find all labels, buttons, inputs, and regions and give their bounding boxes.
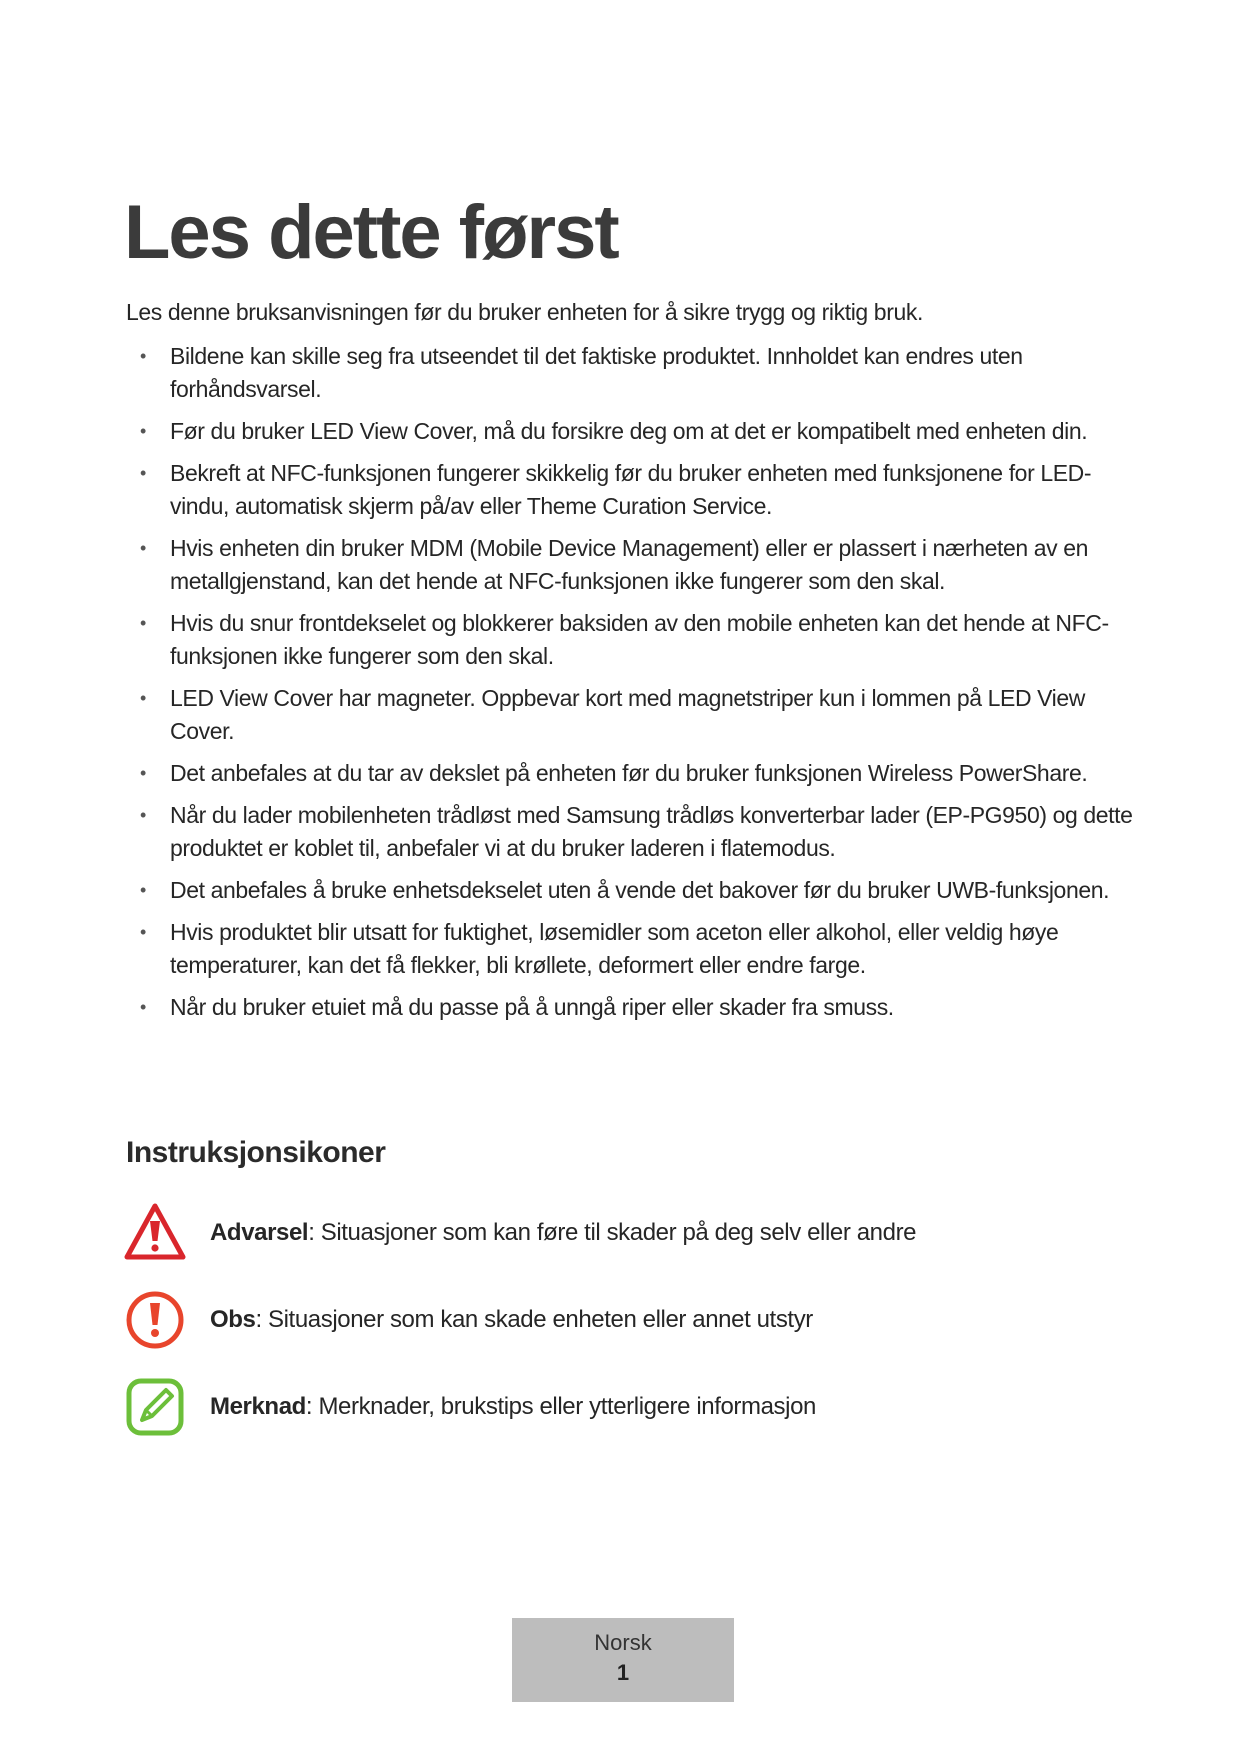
icon-row-text: [210, 1306, 813, 1334]
icon-description: : Situasjoner som kan føre til skader på deg selv eller andre: [308, 1219, 917, 1246]
page-footer: [512, 1618, 734, 1702]
list-item: [126, 757, 1136, 790]
bullet-dot: •: [140, 997, 146, 1017]
list-item-text: Når du lader mobilenheten trådløst med Samsung trådløs konverterbar lader (EP-PG950) og dette produktet er koblet til, anbefaler vi at du bruker laderen i flatemodus.: [170, 802, 1133, 861]
list-item-text: Før du bruker LED View Cover, må du forsikre deg om at det er kompatibelt med enheten din.: [170, 418, 1088, 444]
list-item: [126, 916, 1136, 982]
list-item-text: Det anbefales å bruke enhetsdekselet uten å vende det bakover før du bruker UWB-funksjonen.: [170, 877, 1110, 903]
icon-label: Merknad: [210, 1393, 306, 1420]
bullet-dot: •: [140, 922, 146, 942]
page-title: Les dette først: [124, 190, 618, 275]
note-pen-icon: [124, 1376, 186, 1438]
list-item: [126, 991, 1136, 1024]
list-item: [126, 532, 1136, 598]
icon-description: : Merknader, brukstips eller ytterligere informasjon: [305, 1393, 816, 1420]
icon-row-caution: [124, 1287, 1124, 1353]
bullet-dot: •: [140, 346, 146, 366]
bullet-dot: •: [140, 805, 146, 825]
list-item-text: Hvis enheten din bruker MDM (Mobile Device Management) eller er plassert i nærheten av en metallgjenstand, kan det hende at NFC-funksjonen ikke fungerer som den skal.: [170, 535, 1089, 594]
list-item-text: Bekreft at NFC-funksjonen fungerer skikkelig før du bruker enheten med funksjonene for LED-vindu, automatisk skjerm på/av eller Theme Curation Service.: [170, 460, 1092, 519]
page-number: 1: [616, 1660, 630, 1685]
list-item: [126, 799, 1136, 865]
list-item: [126, 874, 1136, 907]
list-item: [126, 340, 1136, 406]
bullet-dot: •: [140, 613, 146, 633]
bullet-list: [126, 340, 1136, 1033]
icon-description: : Situasjoner som kan skade enheten eller annet utstyr: [255, 1306, 813, 1333]
bullet-dot: •: [140, 880, 146, 900]
list-item-text: Når du bruker etuiet må du passe på å unngå riper eller skader fra smuss.: [170, 994, 894, 1020]
bullet-dot: •: [140, 538, 146, 558]
list-item: [126, 607, 1136, 673]
footer-language: Norsk: [594, 1630, 652, 1655]
list-item: [126, 457, 1136, 523]
icon-row-text: [210, 1393, 816, 1421]
intro-text: Les denne bruksanvisningen før du bruker enheten for å sikre trygg og riktig bruk.: [126, 299, 923, 325]
list-item-text: Det anbefales at du tar av dekslet på enheten før du bruker funksjonen Wireless PowerShare.: [170, 760, 1088, 786]
list-item: [126, 682, 1136, 748]
list-item-text: LED View Cover har magneter. Oppbevar kort med magnetstriper kun i lommen på LED View Cover.: [170, 685, 1085, 744]
warning-triangle-icon: [124, 1202, 186, 1264]
section-title: Instruksjonsikoner: [126, 1136, 386, 1169]
icon-row-note: [124, 1374, 1124, 1440]
exclamation-circle-icon: [124, 1289, 186, 1351]
bullet-dot: •: [140, 421, 146, 441]
bullet-dot: •: [140, 463, 146, 483]
bullet-dot: •: [140, 688, 146, 708]
icon-row-warning: [124, 1200, 1124, 1266]
bullet-dot: •: [140, 763, 146, 783]
list-item-text: Hvis du snur frontdekselet og blokkerer baksiden av den mobile enheten kan det hende at NFC-funksjonen ikke fungerer som den skal.: [170, 610, 1109, 669]
icon-label: Obs: [210, 1306, 256, 1333]
icon-label: Advarsel: [210, 1219, 309, 1246]
list-item-text: Hvis produktet blir utsatt for fuktighet, løsemidler som aceton eller alkohol, eller veldig høye temperaturer, kan det få flekker, bli krøllete, deformert eller endre farge.: [170, 919, 1059, 978]
list-item-text: Bildene kan skille seg fra utseendet til det faktiske produktet. Innholdet kan endres uten forhåndsvarsel.: [170, 343, 1023, 402]
icon-row-text: [210, 1219, 916, 1247]
list-item: [126, 415, 1136, 448]
